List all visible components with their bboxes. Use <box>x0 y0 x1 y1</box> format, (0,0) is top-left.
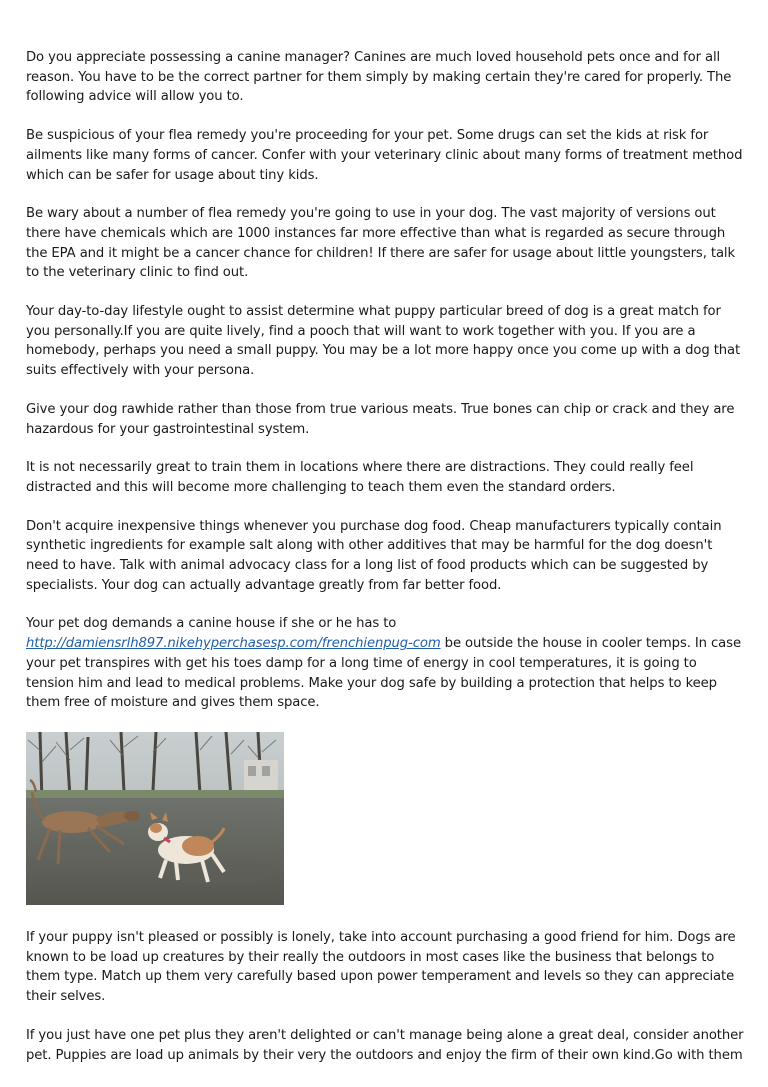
paragraph-4: Your day-to-day lifestyle ought to assist determine what puppy particular breed of dog is a great match for you personally.If you are quite lively, find a pooch that will want to work together with you. If you are a homebody, perhaps you need a small puppy. You may be a lot more happy once you come up with a dog that suits effectively with your persona. <box>26 304 741 379</box>
paragraph-10: If you just have one pet plus they aren't delighted or can't manage being alone a great deal, consider another pet. Puppies are load up animals by their very the outdoors and enjoy the firm of their own kind.Go with them <box>26 1027 744 1063</box>
paragraph-6: It is not necessarily great to train them in locations where there are distractions. They could really feel distracted and this will become more challenging to teach them even the standard orders. <box>26 460 694 495</box>
document-page <box>26 48 746 1084</box>
paragraph-9: If your puppy isn't pleased or possibly is lonely, take into account purchasing a good friend for him. Dogs are known to be load up creatures by their really the outdoors in most cases like the business that belongs to them type. Match up them very carefully based upon power temperament and levels so they can appreciate their selves. <box>26 929 736 1005</box>
paragraph-3: Be wary about a number of flea remedy you're going to use in your dog. The vast majority of versions out there have chemicals which are 1000 instances far more effective than what is regarded as secure through the EPA and it might be a cancer chance for children! If there are safer for usage about little youngsters, talk to the veterinary clinic to find out. <box>26 206 736 281</box>
paragraph-1: Do you appreciate possessing a canine manager? Canines are much loved household pets once and for all reason. You have to be the correct partner for them simply by making certain they're cared for properly. The following advice will allow you to. <box>26 50 732 105</box>
dogs-playing-image <box>26 732 284 905</box>
paragraph-8 <box>26 614 746 713</box>
paragraph-2: Be suspicious of your flea remedy you're proceeding for your pet. Some drugs can set the kids at risk for ailments like many forms of cancer. Confer with your veterinary clinic about many forms of treatment method which can be safer for usage about tiny kids. <box>26 128 743 183</box>
link-paragraph-before: Your pet dog demands a canine house if she or he has to <box>26 616 397 632</box>
paragraph-7: Don't acquire inexpensive things whenever you purchase dog food. Cheap manufacturers typically contain synthetic ingredients for example salt along with other additives that may be harmful for the dog doesn't need to have. Talk with animal advocacy class for a long list of food products which can be suggested by specialists. Your dog can actually advantage greatly from far better food. <box>26 518 722 593</box>
link-paragraph-after: be outside the house in cooler temps. In case your pet transpires with get his toes damp for a long time of energy in cool temperatures, it is going to tension him and lead to medical problems. Make your dog safe by building a protection that helps to keep them free of moisture and gives them space. <box>26 636 741 711</box>
paragraph-5: Give your dog rawhide rather than those from true various meats. True bones can chip or crack and they are hazardous for your gastrointestinal system. <box>26 401 735 437</box>
inline-link[interactable]: http://damiensrlh897.nikehyperchasesp.com/frenchienpug-com <box>26 636 441 652</box>
dogs-photo <box>26 732 284 905</box>
